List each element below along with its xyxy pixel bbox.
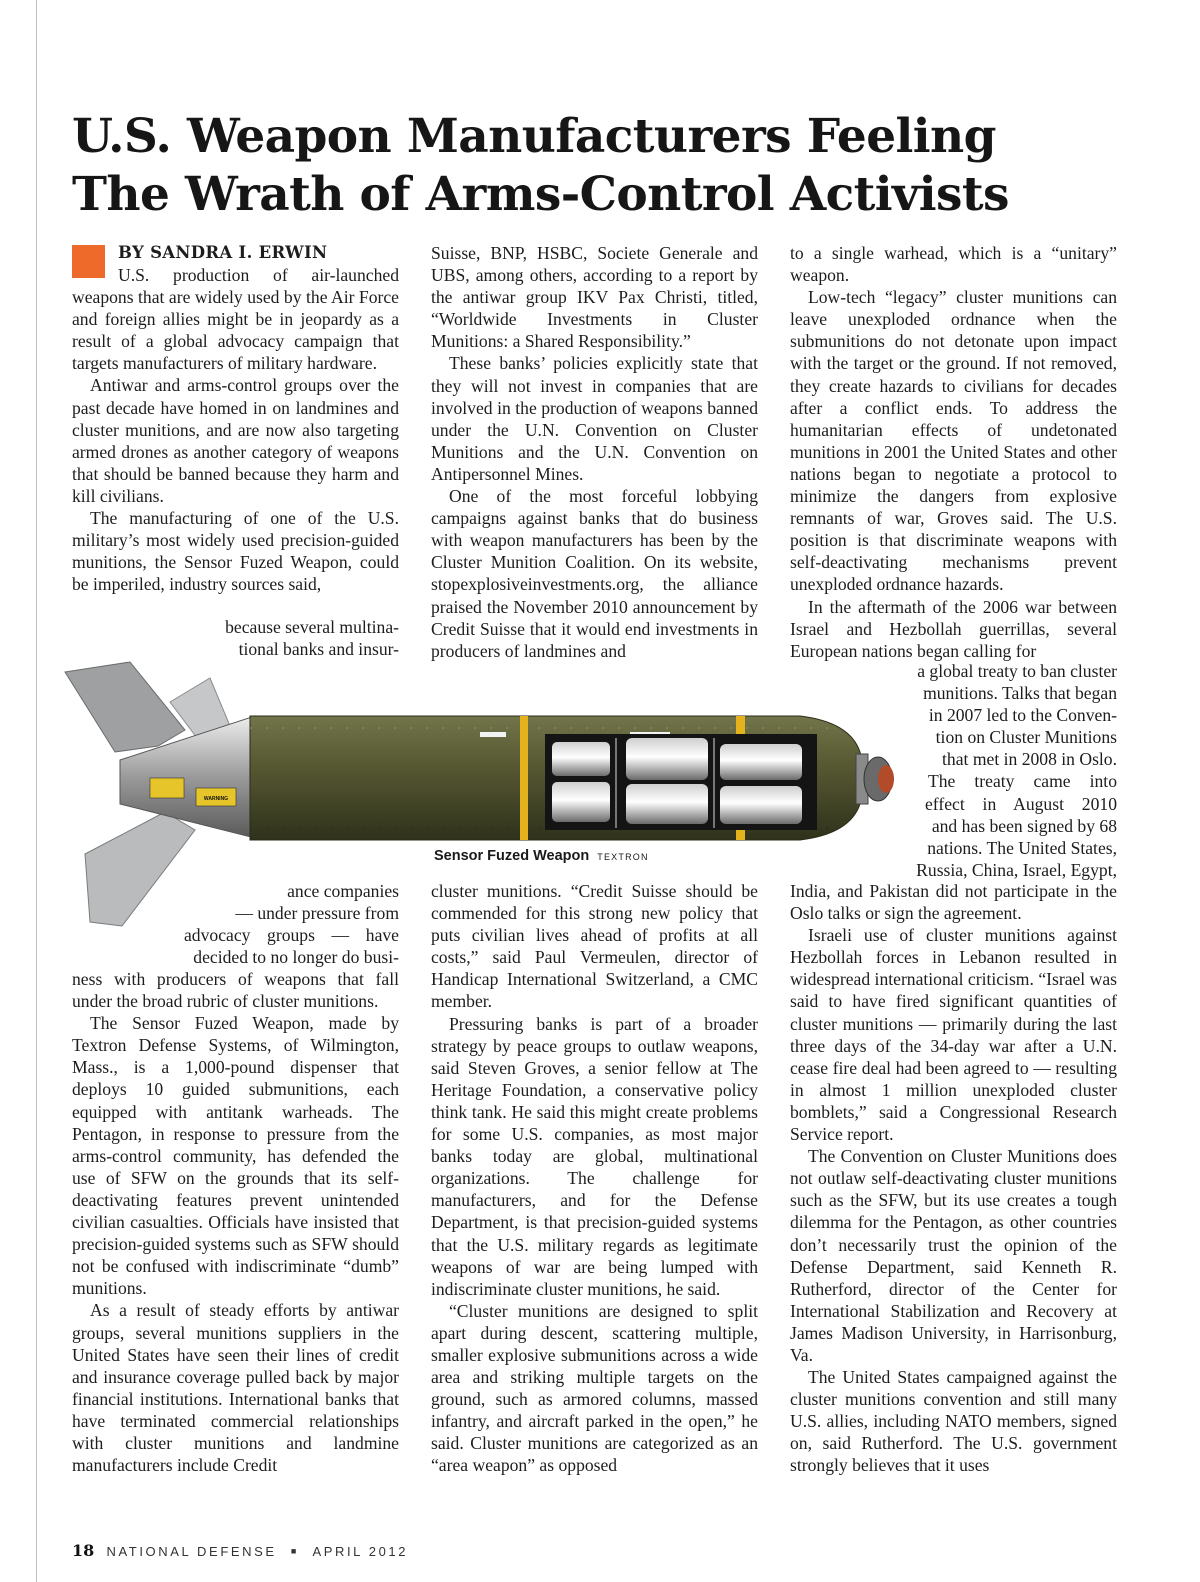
paragraph: As a result of steady efforts by antiwar groups, several munitions suppliers in the United States have seen their lines of credit and insurance coverage pulled back by major financial institutions. International banks that have terminated commercial relationships with cluster munitions and landmine manufacturers include Credit <box>72 1300 399 1476</box>
column-3-bottom <box>790 880 1117 1477</box>
text-line: ance companies <box>287 881 399 901</box>
paragraph: In the aftermath of the 2006 war between Israel and Hezbollah guerrillas, several European nations began calling for <box>790 596 1117 661</box>
paragraph: U.S. production of air-launched weapons that are widely used by the Air Force and foreign allies might be in jeopardy as a result of a global advocacy campaign that targets manufacturers of military hardware. <box>72 265 399 374</box>
paragraph: Low-tech “legacy” cluster munitions can leave unexploded ordnance when the submunitions do not detonate upon impact with the target or the ground. If not removed, they create hazards to civilians for decades after a conflict ends. To address the humanitarian effects of undetonated munitions in 2001 the United States and other nations began to negotiate a protocol to minimize the dangers from explosive remnants of war, Groves said. The U.S. position is that discriminate weapons with self-deactivating mechanisms prevent unexploded ordnance hazards. <box>790 287 1117 595</box>
byline: BY SANDRA I. ERWIN <box>118 243 328 262</box>
headline <box>72 108 1132 224</box>
text-line: a global treaty to ban cluster <box>917 661 1117 681</box>
text-line: decided to no longer do busi- <box>193 947 399 968</box>
paragraph: Suisse, BNP, HSBC, Societe Generale and UBS, among others, according to a report by the antiwar group IKV Pax Christi, titled, “Worldwide Investments in Cluster Munitions: a Shared Responsibility.” <box>431 243 758 352</box>
paragraph: One of the most forceful lobbying campaigns against banks that do business with weapon manufacturers has been by the Cluster Munition Coalition. On its website, stopexplosiveinvestments.org, the alliance praised the November 2010 announcement by Credit Suisse that it would end investments in producers of landmines and <box>431 486 758 661</box>
paragraph: These banks’ policies explicitly state that they will not invest in companies that are involved in the production of weapons banned under the U.N. Convention on Cluster Munitions and the U.N. Convention on Antipersonnel Mines. <box>431 353 758 484</box>
page-number: 18 <box>72 1541 95 1560</box>
column-1-bottom <box>72 968 399 1476</box>
text-line: nations. The United States, <box>927 837 1117 858</box>
text-line: The treaty came into <box>928 771 1117 792</box>
text-line: — under pressure from <box>235 903 399 924</box>
warning-label-text: WARNING <box>203 796 229 802</box>
paragraph: Pressuring banks is part of a broader strategy by peace groups to outlaw weapons, said Steven Groves, a senior fellow at The Heritage Foundation, a conservative policy think tank. He said this might create problems for some U.S. companies, as most major banks today are global, multinational organizations. The challenge for manufacturers, and for the Defense Department, is that precision-guided systems that the U.S. military regards as legitimate weapons of war are being lumped with indiscriminate cluster munitions, he said. <box>431 1013 758 1299</box>
text-line: tion on Cluster Munitions <box>935 727 1117 748</box>
paragraph: Antiwar and arms-control groups over the past decade have homed in on landmines and cluster munitions, and are now also targeting armed drones as another category of weapons that should be banned because they harm and kill civilians. <box>72 375 399 506</box>
column-2-bottom <box>431 880 758 1477</box>
text-line: munitions. Talks that began <box>923 683 1117 704</box>
paragraph: to a single warhead, which is a “unitary” weapon. <box>790 243 1117 286</box>
paragraph: The manufacturing of one of the U.S. military’s most widely used precision-guided munitions, the Sensor Fuzed Weapon, could be imperiled, industry sources said, <box>72 508 399 595</box>
page-footer <box>72 1541 408 1560</box>
paragraph: The Sensor Fuzed Weapon, made by Textron Defense Systems, of Wilmington, Mass., is a 1,000-pound dispenser that deploys 10 guided submunitions, each equipped with antitank warheads. The Pentagon, in response to pressure from the arms-control community, has defended the use of SFW on the grounds that its self-deactivating features prevent unintended civilian casualties. Officials have insisted that precision-guided systems such as SFW should not be confused with indiscriminate “dumb” munitions. <box>72 1013 399 1299</box>
issue-date: APRIL 2012 <box>312 1544 409 1559</box>
photo-credit: TEXTRON <box>597 852 649 862</box>
text-line: that met in 2008 in Oslo. <box>942 749 1117 770</box>
column-2-top <box>431 242 758 662</box>
paragraph: Israeli use of cluster munitions against Hezbollah forces in Lebanon resulted in widespread international criticism. “Israel was said to have fired significant quantities of cluster munitions — primarily during the last three days of the 34-day war after a U.N. cease fire deal had been agreed to — resulting in almost 1 million unexploded cluster bomblets,” said a Congressional Research Service report. <box>790 925 1117 1145</box>
text-line: advocacy groups — have <box>184 925 399 946</box>
page-margin-rule <box>36 0 37 1582</box>
column-1-top <box>72 242 399 595</box>
headline-line-1: U.S. Weapon Manufacturers Feeling <box>72 109 996 164</box>
paragraph: The Convention on Cluster Munitions does not outlaw self-deactivating cluster munitions such as the SFW, but its use creates a tough dilemma for the Pentagon, as other countries don’t necessarily trust the opinion of the Defense Department, said Kenneth R. Rutherford, director of the Center for International Stabilization and Recovery at James Madison University, in Harrisonburg, Va. <box>790 1146 1117 1365</box>
text-line: in 2007 led to the Conven- <box>928 705 1117 726</box>
paragraph: cluster munitions. “Credit Suisse should be commended for this strong new policy that puts civilian lives ahead of profits at all costs,” said Paul Vermeulen, director of Handicap International Switzerland, a CMC member. <box>431 881 758 1012</box>
paragraph: The United States campaigned against the cluster munitions convention and still many U.S. allies, including NATO members, signed on, said Rutherford. The U.S. government strongly believes that it uses <box>790 1367 1117 1476</box>
paragraph: “Cluster munitions are designed to split apart during descent, scattering multiple, smaller explosive submunitions across a wide area and striking multiple targets on the ground, such as armored columns, massed infantry, and aircraft parked in the open,” he said. Cluster munitions are categorized as an “area weapon” as opposed <box>431 1300 758 1476</box>
sensor-fuzed-weapon-photo <box>60 642 910 932</box>
text-line: because several multina- <box>225 617 399 637</box>
text-line: and has been signed by 68 <box>931 815 1117 836</box>
column-3-top <box>790 242 1117 662</box>
text-line: tional banks and insur- <box>238 639 399 660</box>
caption-title: Sensor Fuzed Weapon <box>434 848 590 864</box>
text-line: Russia, China, Israel, Egypt, <box>916 859 1117 880</box>
paragraph: India, and Pakistan did not participate in the Oslo talks or sign the agreement. <box>790 881 1117 924</box>
footer-separator: ■ <box>290 1546 299 1556</box>
paragraph: ness with producers of weapons that fall under the broad rubric of cluster munitions. <box>72 969 399 1012</box>
photo-caption <box>434 848 649 864</box>
publication-name: NATIONAL DEFENSE <box>106 1544 277 1559</box>
headline-line-2: The Wrath of Arms-Control Activists <box>72 167 1009 222</box>
text-line: effect in August 2010 <box>925 793 1117 814</box>
